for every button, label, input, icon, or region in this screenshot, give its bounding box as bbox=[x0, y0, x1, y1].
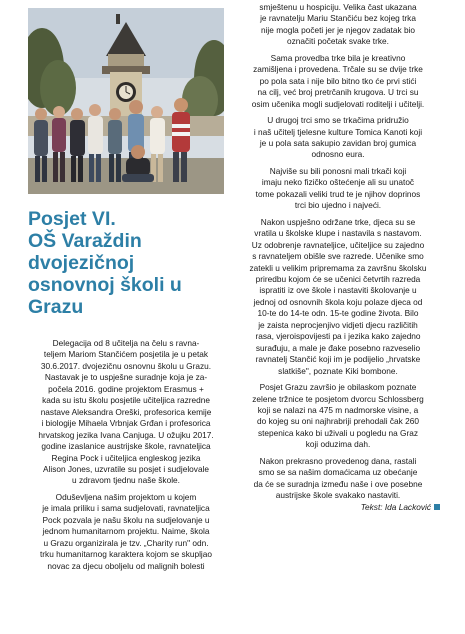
text-line: Oduševljena našim projektom u kojem bbox=[55, 491, 197, 502]
paragraph bbox=[236, 53, 440, 110]
paragraph bbox=[236, 2, 440, 48]
text-line: Delegacija od 8 učitelja na čelu s ravna- bbox=[52, 338, 200, 348]
text-line: do kojeg su oni najhrabriji prehodali čak 260 bbox=[257, 416, 419, 427]
text-line: je zaista neprocjenjivo vidjeti djecu različitih bbox=[258, 319, 418, 330]
text-line: jednom humanitarnom projektu. Naime, škola bbox=[42, 526, 210, 537]
text-line: hrvatskog jezika Ivana Canjuga. U ožujku 2017. bbox=[38, 429, 214, 440]
article-title bbox=[28, 208, 224, 318]
paragraph bbox=[236, 382, 440, 451]
text-line: zelene tržnice te posjetom dvorcu Schlossberg bbox=[252, 393, 424, 404]
title-line: OŠ Varaždin bbox=[28, 230, 142, 252]
text-line: Sama provedba trke bila je kreativno bbox=[270, 52, 406, 63]
left-body-text bbox=[28, 338, 224, 572]
text-line: je u pola sata sakupio zavidan broj gumica bbox=[259, 137, 417, 148]
paragraph bbox=[236, 166, 440, 212]
text-line: smještenu u hospiciju. Velika čast ukazana bbox=[259, 2, 417, 12]
text-line: nije mogla početi jer je njegov zadatak bio bbox=[260, 24, 416, 35]
text-line: označiti početak svake trke. bbox=[287, 36, 389, 47]
text-line: Nakon prekrasno provedenog dana, rastali bbox=[259, 455, 417, 466]
text-line: Regina Pock i učiteljica engleskog jezika bbox=[51, 452, 201, 463]
text-line: u Grazu organizirala je tzv. „Charity run" odn. bbox=[43, 537, 209, 548]
text-line: Pock pozvala je našu školu na sudjelovanje u bbox=[42, 514, 210, 525]
text-line: teljem Mariom Stančićem posjetila je u petak bbox=[43, 349, 209, 360]
text-line: i naš učitelj tjelesne kulture Tomica Kanoti koji bbox=[253, 126, 423, 137]
text-line: s ravnateljem obišle sve razrede. Učenike smo bbox=[252, 251, 424, 262]
left-column bbox=[28, 8, 224, 572]
text-line: godine izaslanice austrijske škole, ravnateljica bbox=[41, 441, 211, 452]
text-line: odnosno eura. bbox=[311, 149, 365, 160]
paragraph bbox=[236, 456, 440, 502]
text-line: slatkiše", poznate Kiki bombone. bbox=[278, 365, 398, 376]
text-line: Alison Jones, uzvratile su posjet i sudjelovale bbox=[42, 463, 210, 474]
text-line: na cilj, već broj pretrčanih krugova. U trci su bbox=[257, 87, 419, 98]
title-line: osnovnoj školi u bbox=[28, 274, 182, 296]
text-line: koji se nalazi na 475 m nadmorske visine, a bbox=[257, 404, 419, 415]
text-line: trku humanitarnog karaktera kojom se skupljao bbox=[39, 549, 212, 560]
text-line: Najviše su bili ponosni mali trkači koji bbox=[269, 165, 407, 176]
title-line: Grazu bbox=[28, 296, 84, 318]
text-line: je ravnatelju Mariu Stančiću bez kojeg trka bbox=[260, 13, 416, 24]
text-line: Posjet Grazu završio je obilaskom poznate bbox=[259, 382, 417, 393]
author-credit bbox=[236, 502, 440, 513]
text-line: ravnatelj Stančić koji im je podijelio „hrvatske bbox=[255, 354, 421, 365]
title-line: dvojezičnoj bbox=[28, 252, 135, 274]
paragraph bbox=[28, 492, 224, 572]
text-line: tome pokazali veliki trud te je njihov doprinos bbox=[255, 188, 421, 199]
text-line: zatekli u velikim pripremama za završnu školsku bbox=[249, 262, 427, 273]
paragraph bbox=[28, 338, 224, 487]
paragraph bbox=[236, 115, 440, 161]
text-line: jednoj od osnovnih škola koju polaze djeca od bbox=[253, 296, 423, 307]
text-line: osim učenika mogli sudjelovati roditelji i učitelji. bbox=[251, 98, 425, 109]
text-line: i biologije Mihaela Vrbnjak Grđan i profesorica bbox=[41, 418, 211, 429]
text-line: trci bio ujedno i najveći. bbox=[294, 200, 382, 211]
text-line: stepenica kako bi uživali u pogledu na Graz bbox=[257, 427, 419, 438]
text-line: surađuju, a male je đake posebno razveselio bbox=[255, 342, 421, 353]
text-line: priredbu kojom će se učenici četvrtih razreda bbox=[255, 273, 421, 284]
text-line: po pola sata i nije bilo bitno tko će prvi stići bbox=[259, 75, 417, 86]
text-line: u zdravom tjednu naše škole. bbox=[72, 475, 180, 486]
text-line: novac za djecu oboljelu od malignih bolesti bbox=[47, 560, 205, 571]
group-photo bbox=[28, 8, 224, 194]
text-line: počela 2016. godine projektom Erasmus + bbox=[48, 383, 204, 394]
text-line: U drugoj trci smo se trkačima pridružio bbox=[267, 115, 409, 126]
text-line: nastave Aleksandra Oreški, profesorica kemije bbox=[40, 406, 212, 417]
text-line: ispratiti iz ove škole i nastaviti školovanje u bbox=[259, 285, 417, 296]
text-line: vratila u školske klupe i nastavila s nastavom. bbox=[254, 228, 422, 239]
text-line: Uz odobrenje ravnateljice, učiteljice su zajedno bbox=[251, 239, 425, 250]
text-line: 10-te do 14-te odn. 15-te godine života. Bilo bbox=[257, 308, 419, 319]
paragraph bbox=[236, 217, 440, 377]
text-line: zamišljena i provedena. Trčale su se dvije trke bbox=[253, 64, 423, 75]
credit-text: Tekst: Ida Lacković bbox=[360, 501, 431, 512]
text-line: koji oduzima dah. bbox=[305, 439, 371, 450]
text-line: austrijske škole svakako nastaviti. bbox=[275, 490, 401, 501]
text-line: je imala priliku i sama sudjelovati, ravnateljica bbox=[42, 503, 210, 514]
right-column bbox=[236, 2, 440, 513]
text-line: rasa, vjeroispovijesti pa i jezika kako zajedno bbox=[255, 331, 421, 342]
text-line: 30.6.2017. dvojezičnu osnovnu školu u Grazu. bbox=[40, 360, 212, 371]
text-line: kada su istu školu posjetile učiteljica razredne bbox=[42, 395, 210, 406]
title-line: Posjet VI. bbox=[28, 208, 116, 230]
text-line: smo se sa našim domaćicama uz obećanje bbox=[258, 467, 418, 478]
text-line: Nastavak je to uspješne suradnje koja je za- bbox=[44, 372, 208, 383]
text-line: Nakon uspješno održane trke, djeca su se bbox=[260, 216, 416, 227]
text-line: da će se suradnja između naše i ove posebne bbox=[253, 478, 423, 489]
end-square-icon bbox=[434, 504, 440, 510]
text-line: imaju neko fizičko oštećenje ali su unatoč bbox=[261, 177, 415, 188]
